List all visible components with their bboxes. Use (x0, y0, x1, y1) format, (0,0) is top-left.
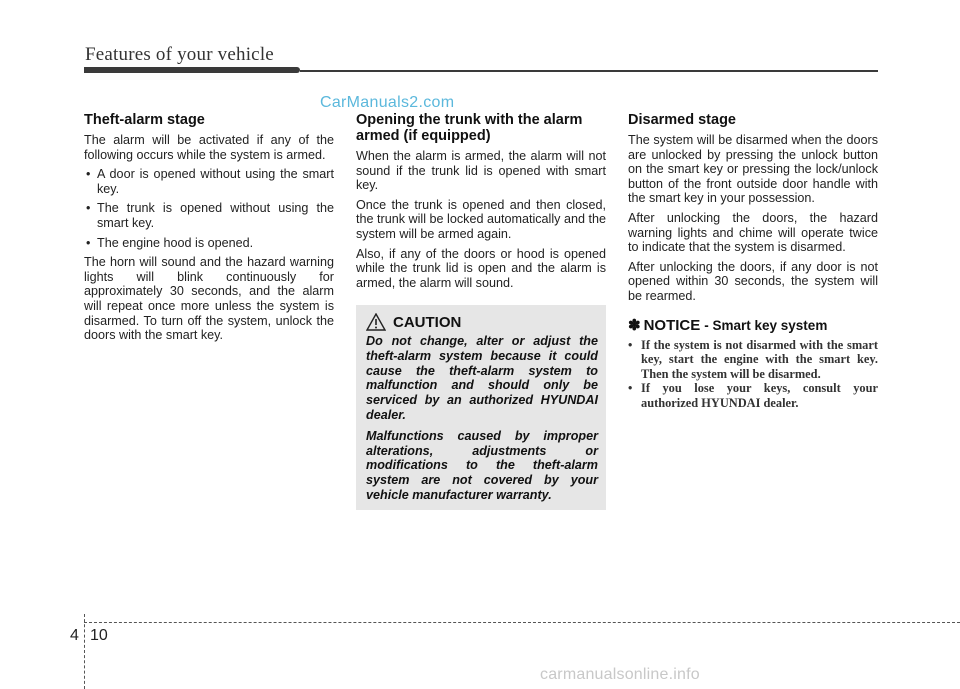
list-item: • A door is opened without using the smart key. (84, 167, 334, 196)
section-heading-theft-alarm: Theft-alarm stage (84, 112, 205, 128)
caution-text: Malfunctions caused by improper alterations, adjustments or modifications to the theft-alarm system are not covered by your vehicle manufacturer warranty. (366, 428, 598, 502)
page-number: 10 (90, 627, 108, 644)
paragraph: The system will be disarmed when the doors are unlocked by pressing the unlock button on the smart key or pressing the lock/unlock button of the front outside door handle with the smart key in your possession. (628, 133, 878, 206)
paragraph: After unlocking the doors, the hazard warning lights and chime will operate twice to indicate that the system is disarmed. (628, 210, 878, 255)
header-bar (84, 67, 300, 73)
section-heading-disarmed: Disarmed stage (628, 112, 736, 128)
footer-rule (84, 622, 960, 623)
caution-header (366, 313, 598, 331)
watermark-bottom: carmanualsonline.info (540, 666, 700, 683)
list-item: • The engine hood is opened. (84, 236, 334, 251)
column-theft-alarm (84, 112, 334, 348)
list-item: • If you lose your keys, consult your authorized HYUNDAI dealer. (628, 381, 878, 410)
notice-star-icon: ✽ (628, 316, 641, 334)
notice-list (628, 338, 878, 411)
caution-box (356, 305, 606, 510)
paragraph: After unlocking the doors, if any door is not opened within 30 seconds, the system will be rearmed. (628, 259, 878, 303)
section-heading-trunk: Opening the trunk with the alarm armed (if equipped) (356, 112, 583, 144)
notice-subtitle: - Smart key system (704, 317, 828, 333)
condition-list (84, 167, 334, 250)
paragraph: The alarm will be activated if any of the following occurs while the system is armed. (84, 133, 334, 162)
list-item: • The trunk is opened without using the smart key. (84, 201, 334, 230)
column-trunk-opening (356, 112, 606, 295)
paragraph: Also, if any of the doors or hood is opened while the trunk lid is open and the alarm is armed, the alarm will sound. (356, 246, 606, 290)
caution-title: CAUTION (393, 313, 462, 331)
caution-text: Do not change, alter or adjust the theft-alarm system because it could cause the theft-alarm system to malfunction and should only be serviced by an authorized HYUNDAI dealer. (366, 334, 598, 422)
header-rule (300, 70, 878, 72)
warning-triangle-icon (366, 313, 386, 331)
page-header-title: Features of your vehicle (85, 44, 274, 65)
column-disarmed (628, 112, 878, 411)
watermark-top: CarManuals2.com (320, 94, 455, 111)
footer-divider (84, 614, 85, 689)
paragraph: When the alarm is armed, the alarm will not sound if the trunk lid is opened with smart key. (356, 149, 606, 193)
section-number: 4 (70, 627, 79, 644)
notice-header (628, 316, 878, 334)
paragraph: Once the trunk is opened and then closed, the trunk will be locked automatically and the system will be armed again. (356, 197, 606, 241)
paragraph: The horn will sound and the hazard warning lights will blink continuously for approximately 30 seconds, and the alarm will repeat once more unless the system is disarmed. To turn off the system, unlock the doors with the smart key. (84, 255, 334, 343)
list-item: • If the system is not disarmed with the smart key, start the engine with the smart key. Then the system will be disarmed. (628, 338, 878, 382)
notice-label: NOTICE (643, 316, 701, 334)
